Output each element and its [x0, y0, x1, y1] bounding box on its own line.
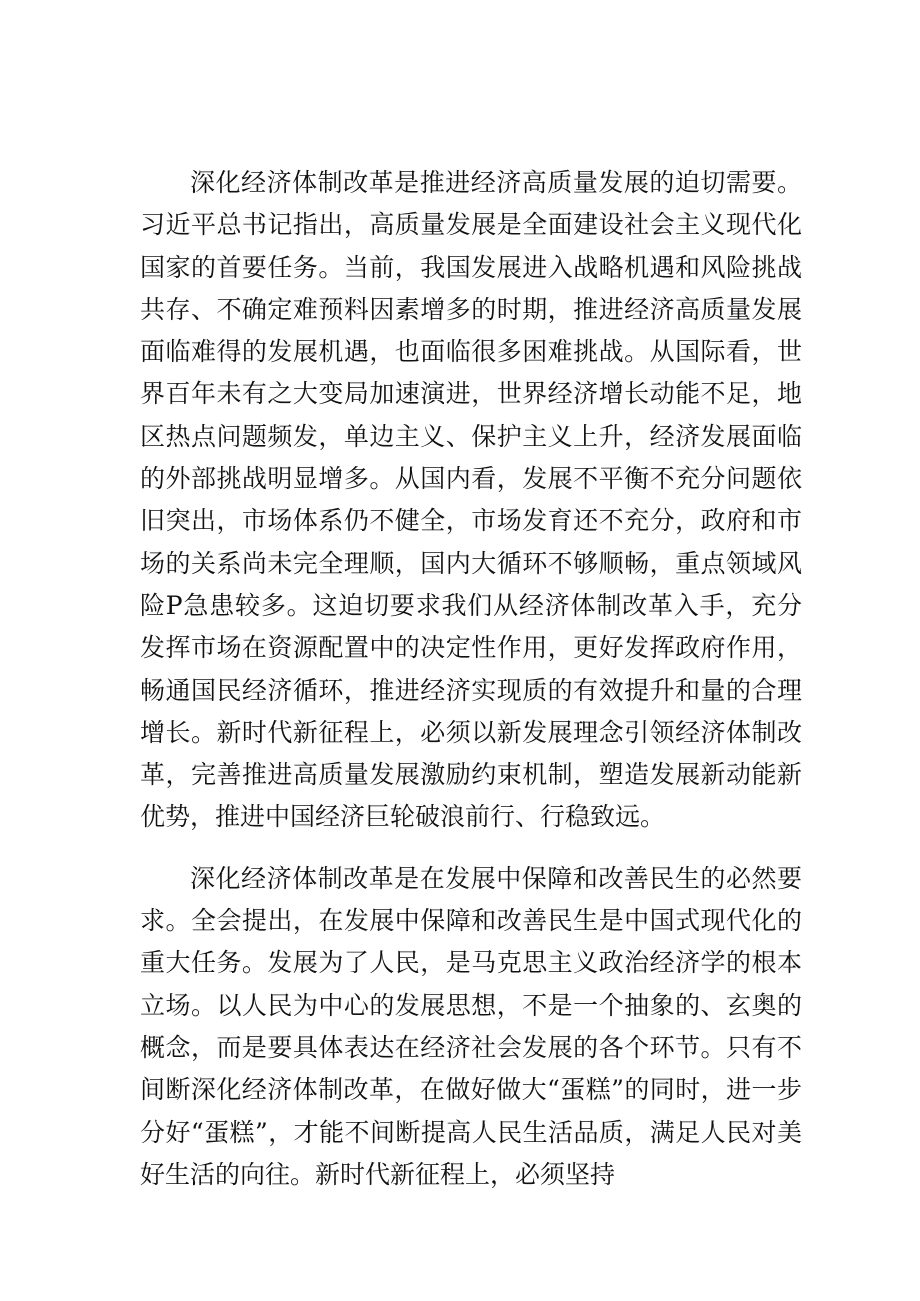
paragraph-livelihood: 深化经济体制改革是在发展中保障和改善民生的必然要求。全会提出，在发展中保障和改善民生是中国式现代化的重大任务。发展为了人民，是马克思主义政治经济学的根本立场。以人民为中心的发展思想，不是一个抽象的、玄奥的概念，而是要具体表达在经济社会发展的各个环节。只有不间断深化经济体制改革，在做好做大“蛋糕”的同时，进一步分好“蛋糕”，才能不间断提高人民生活品质，满足人民对美好生活的向往。新时代新征程上，必须坚持 [140, 863, 802, 1189]
paragraph-economic-development: 深化经济体制改革是推进经济高质量发展的迫切需要。习近平总书记指出，高质量发展是全面建设社会主义现代化国家的首要任务。当前，我国发展进入战略机遇和风险挑战共存、不确定难预料因素增多的时期，推进经济高质量发展面临难得的发展机遇，也面临很多困难挑战。从国际看，世界百年未有之大变局加速演进，世界经济增长动能不足，地区热点问题频发，单边主义、保护主义上升，经济发展面临的外部挑战明显增多。从国内看，发展不平衡不充分问题依旧突出，市场体系仍不健全，市场发育还不充分，政府和市场的关系尚未完全理顺，国内大循环不够顺畅，重点领域风险P急患较多。这迫切要求我们从经济体制改革入手，充分发挥市场在资源配置中的决定性作用，更好发挥政府作用，畅通国民经济循环，推进经济实现质的有效提升和量的合理增长。新时代新征程上，必须以新发展理念引领经济体制改革，完善推进高质量发展激励约束机制，塑造发展新动能新优势，推进中国经济巨轮破浪前行、行稳致远。 [140, 168, 802, 832]
document-body [140, 162, 802, 1196]
